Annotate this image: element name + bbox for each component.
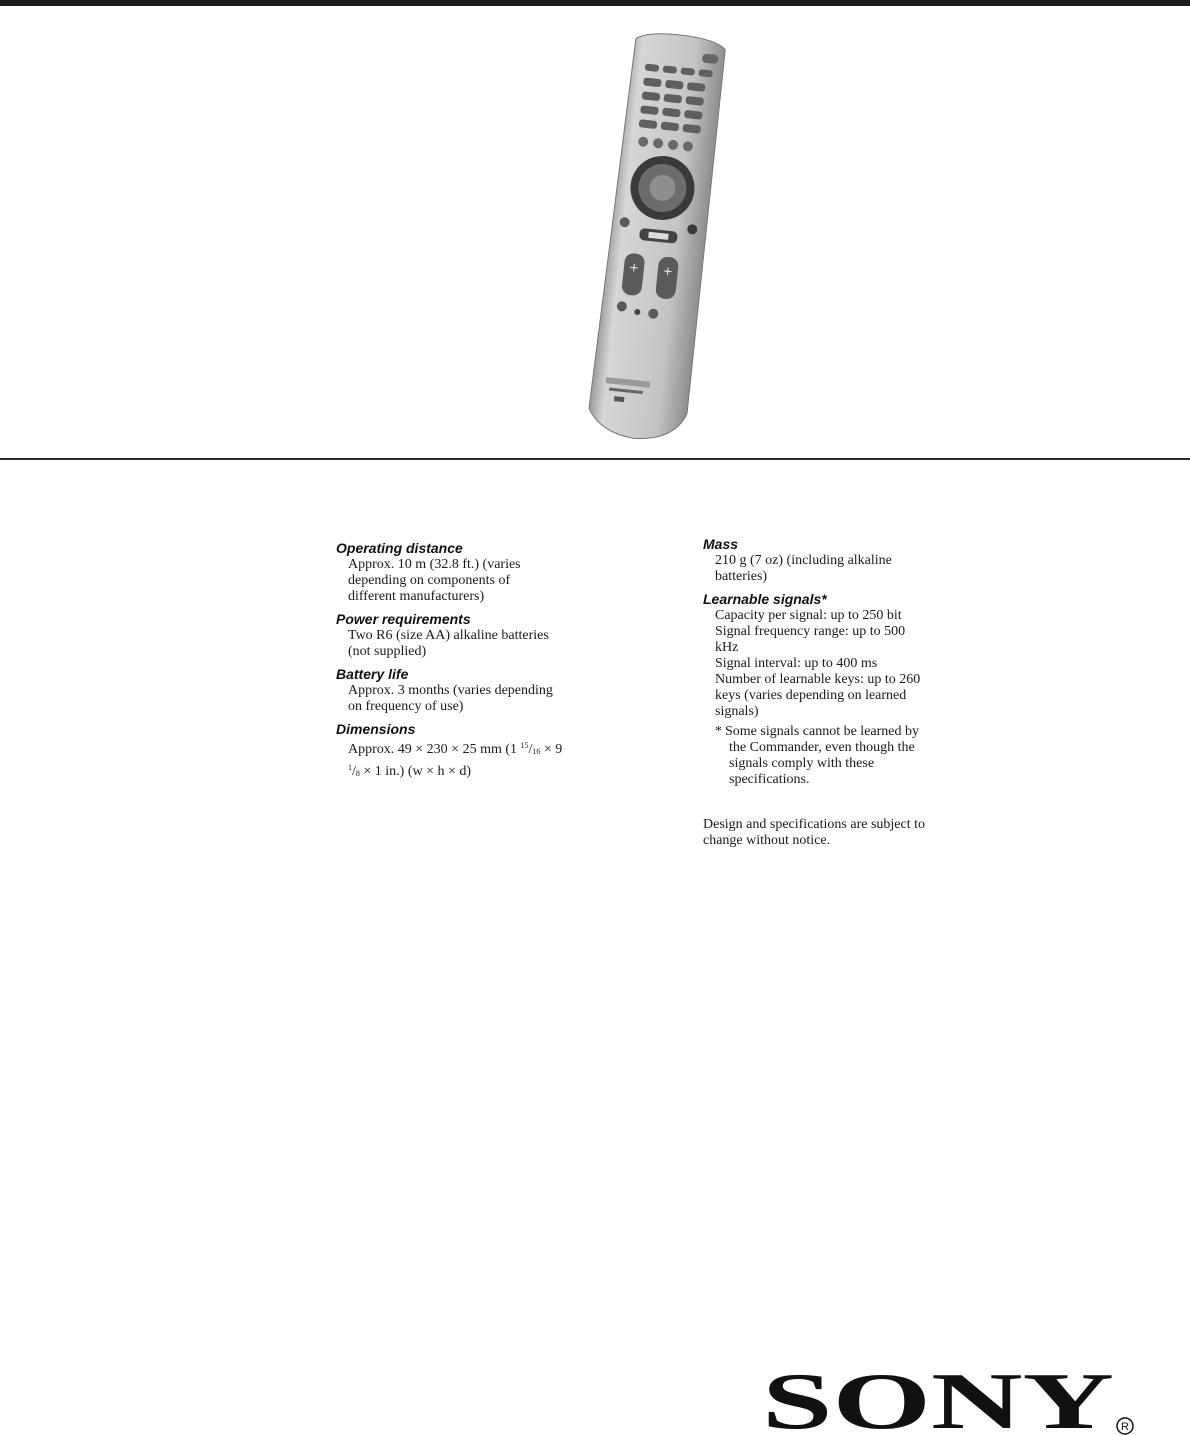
remote-control-photo (545, 30, 775, 450)
spec-line: kHz (715, 640, 739, 655)
spec-line: batteries) (715, 569, 768, 584)
fraction-slash: / (528, 742, 533, 757)
dimension-text: Approx. 49 × 230 × 25 mm (1 (348, 742, 521, 757)
footnote-line: Some signals cannot be learned by (725, 724, 920, 739)
brand-wordmark: SONY (762, 1364, 1114, 1436)
svg-text:+: + (662, 263, 674, 279)
spec-line: Approx. 10 m (32.8 ft.) (varies (348, 557, 521, 572)
spec-battery-life (336, 666, 636, 715)
fraction-denominator: 16 (532, 747, 541, 756)
section-divider (0, 458, 1190, 460)
spec-line: signals) (715, 704, 759, 719)
spec-title: Dimensions (336, 721, 416, 737)
spec-line: Two R6 (size AA) alkaline batteries (348, 628, 549, 643)
spec-operating-distance (336, 540, 636, 605)
spec-power-requirements (336, 611, 636, 660)
dimension-text: × 9 (540, 742, 563, 757)
footnote-line: the Commander, even though the (729, 740, 915, 755)
spec-line (348, 738, 636, 760)
svg-text:+: + (628, 259, 640, 275)
spec-line: different manufacturers) (348, 589, 485, 604)
notice-line: change without notice. (703, 833, 831, 848)
spec-line: depending on components of (348, 573, 511, 588)
dimension-text: × 1 in.) (w × h × d) (359, 764, 472, 779)
fraction-numerator: 1 (348, 763, 352, 772)
spec-dimensions (336, 721, 636, 782)
spec-learnable-signals (703, 591, 963, 788)
spec-line: Number of learnable keys: up to 260 (715, 672, 921, 687)
spec-line: keys (varies depending on learned (715, 688, 907, 703)
spec-mass (703, 536, 963, 585)
spec-line: Signal interval: up to 400 ms (715, 656, 878, 671)
spec-title: Learnable signals* (703, 591, 827, 607)
footnote-line: signals comply with these (729, 756, 875, 771)
spec-title: Power requirements (336, 611, 471, 627)
change-notice (703, 817, 963, 849)
sony-logo (762, 1364, 1134, 1436)
fraction-slash: / (352, 764, 356, 779)
spec-title: Battery life (336, 666, 409, 682)
footnote-mark: * (715, 724, 722, 739)
fraction-numerator: 15 (520, 741, 529, 750)
spec-line (348, 760, 636, 782)
registered-mark: R (1121, 1421, 1129, 1433)
spec-line: (not supplied) (348, 644, 427, 659)
footnote (703, 724, 963, 788)
spec-line: Signal frequency range: up to 500 (715, 624, 906, 639)
spec-line: on frequency of use) (348, 699, 464, 714)
notice-line: Design and specifications are subject to (703, 817, 925, 832)
specifications-right-column (703, 536, 963, 794)
spec-line: Capacity per signal: up to 250 bit (715, 608, 902, 623)
spec-line: Approx. 3 months (varies depending (348, 683, 553, 698)
spec-title: Operating distance (336, 540, 463, 556)
specifications-left-column (336, 540, 636, 788)
footnote-line: specifications. (729, 772, 810, 787)
spec-title: Mass (703, 536, 739, 552)
spec-line: 210 g (7 oz) (including alkaline (715, 553, 892, 568)
fraction-denominator: 8 (355, 769, 360, 778)
top-rule (0, 0, 1190, 6)
